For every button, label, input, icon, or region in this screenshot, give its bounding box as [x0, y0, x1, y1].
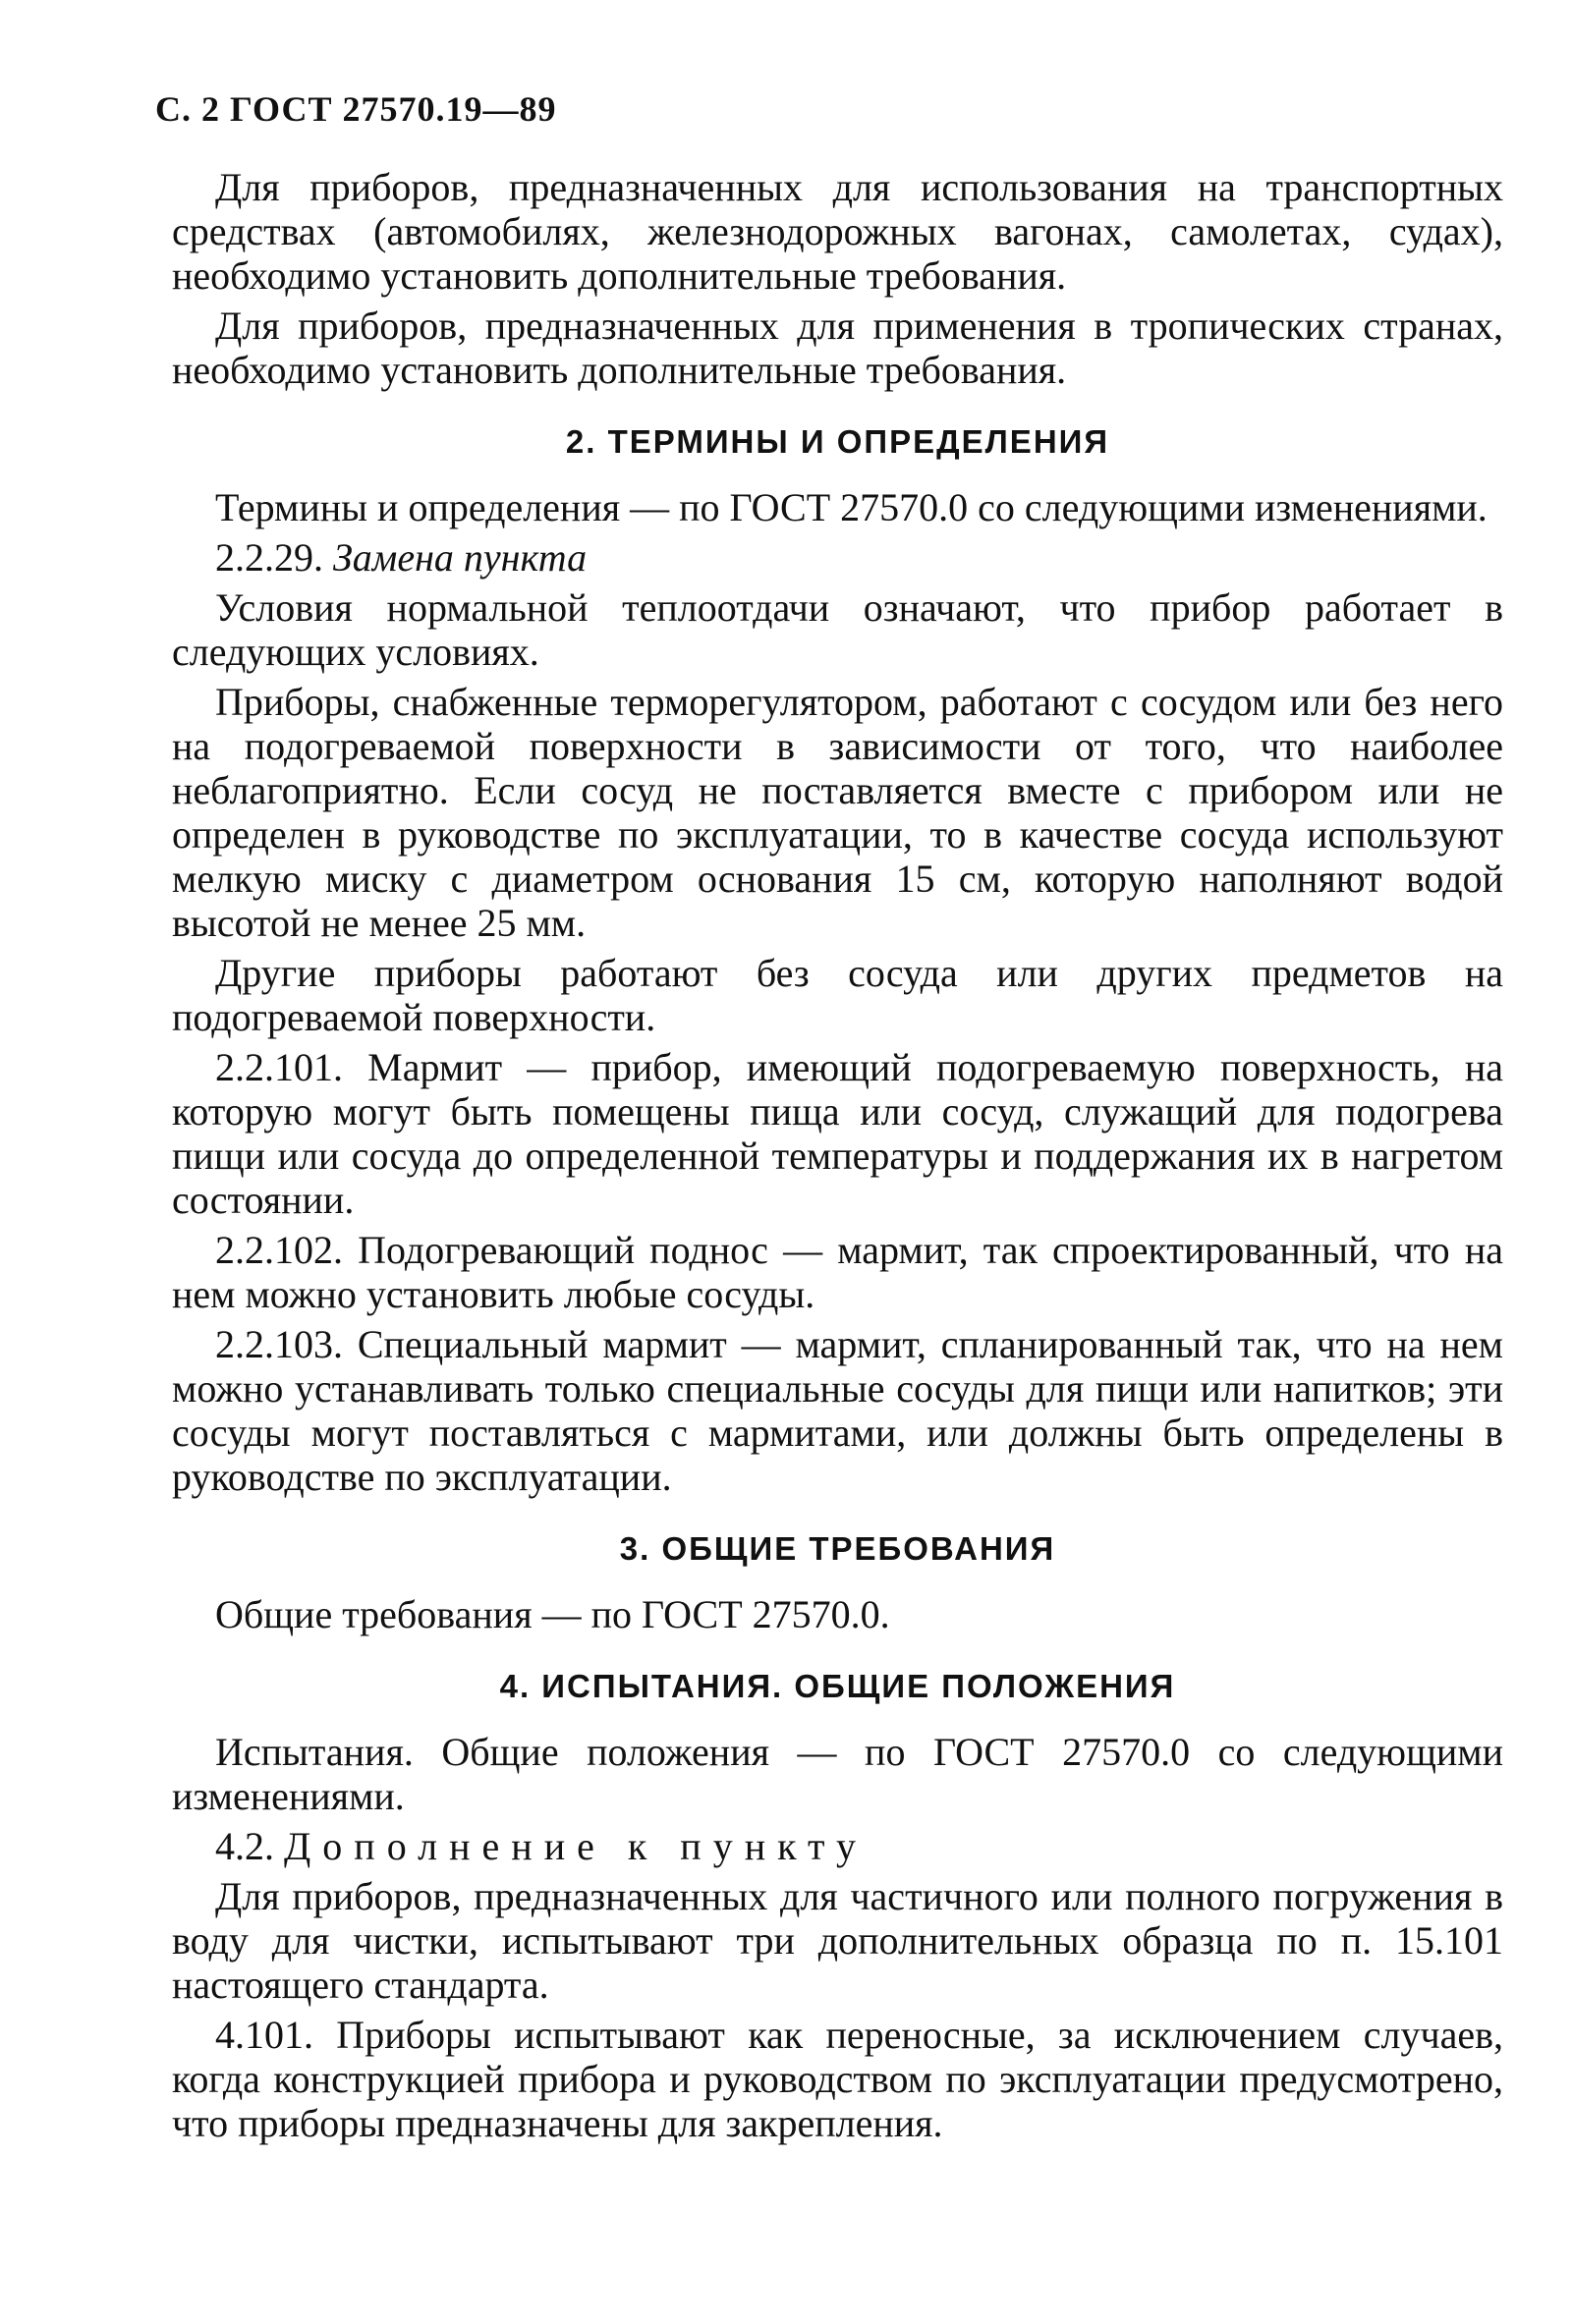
- section-2-heading: 2. ТЕРМИНЫ И ОПРЕДЕЛЕНИЯ: [565, 423, 1110, 460]
- clause-4-2-number: 4.2.: [215, 1824, 274, 1868]
- section-3-heading: 3. ОБЩИЕ ТРЕБОВАНИЯ: [619, 1530, 1056, 1567]
- section-2-paragraph-4: Другие приборы работают без сосуда или других предметов на подогреваемой поверхности.: [172, 951, 1503, 1039]
- section-3-paragraph-1: Общие требования — по ГОСТ 27570.0.: [215, 1592, 890, 1636]
- clause-4-2-title: Дополнение к пункту: [284, 1824, 868, 1868]
- section-4-paragraph-1: Испытания. Общие положения — по ГОСТ 27570.0 со следующими изменениями.: [172, 1730, 1503, 1818]
- section-4-paragraph-2: Для приборов, предназначенных для частичного или полного погружения в воду для чистки, испытывают три дополнительных образца по п. 15.101 настоящего стандарта.: [172, 1874, 1503, 2007]
- section-2-paragraph-1: Термины и определения — по ГОСТ 27570.0 со следующими изменениями.: [215, 485, 1488, 529]
- section-2-paragraph-3: Приборы, снабженные терморегулятором, работают с сосудом или без него на подогреваемой поверхности в зависимости от того, что наиболее неблагоприятно. Если сосуд не поставляется вместе с прибором или не определен в руководстве по эксплуатации, то в качестве сосуда используют мелкую миску с диаметром основания 15 см, которую наполняют водой высотой не менее 25 мм.: [172, 680, 1503, 945]
- clause-4-101: 4.101. Приборы испытывают как переносные, за исключением случаев, когда конструкцией прибора и руководством по эксплуатации предусмотрено, что приборы предназначены для закрепления.: [172, 2013, 1503, 2145]
- page-header: С. 2 ГОСТ 27570.19—89: [155, 89, 557, 129]
- clause-2-2-29-number: 2.2.29.: [215, 535, 323, 580]
- section-2-paragraph-2: Условия нормальной теплоотдачи означают, что прибор работает в следующих условиях.: [172, 585, 1503, 674]
- clause-2-2-101: 2.2.101. Мармит — прибор, имеющий подогреваемую поверхность, на которую могут быть помещены пища или сосуд, служащий для подогрева пищи или сосуда до определенной температуры и поддержания их в нагретом состоянии.: [172, 1045, 1503, 1222]
- intro-paragraph-1: Для приборов, предназначенных для использования на транспортных средствах (автомобилях, железнодорожных вагонах, самолетах, судах), необходимо установить дополнительные требования.: [172, 165, 1503, 298]
- clause-2-2-29: [172, 535, 1503, 580]
- clause-4-2: [172, 1824, 1503, 1868]
- section-4-heading: 4. ИСПЫТАНИЯ. ОБЩИЕ ПОЛОЖЕНИЯ: [499, 1668, 1176, 1704]
- clause-2-2-103: 2.2.103. Специальный мармит — мармит, спланированный так, что на нем можно устанавливать только специальные сосуды для пищи или напитков; эти сосуды могут поставляться с мармитами, или должны быть определены в руководстве по эксплуатации.: [172, 1322, 1503, 1499]
- intro-paragraph-2: Для приборов, предназначенных для применения в тропических странах, необходимо установить дополнительные требования.: [172, 304, 1503, 392]
- clause-2-2-102: 2.2.102. Подогревающий поднос — мармит, так спроектированный, что на нем можно установить любые сосуды.: [172, 1228, 1503, 1316]
- document-body: [172, 165, 1503, 2151]
- clause-2-2-29-title: Замена пункта: [333, 535, 588, 580]
